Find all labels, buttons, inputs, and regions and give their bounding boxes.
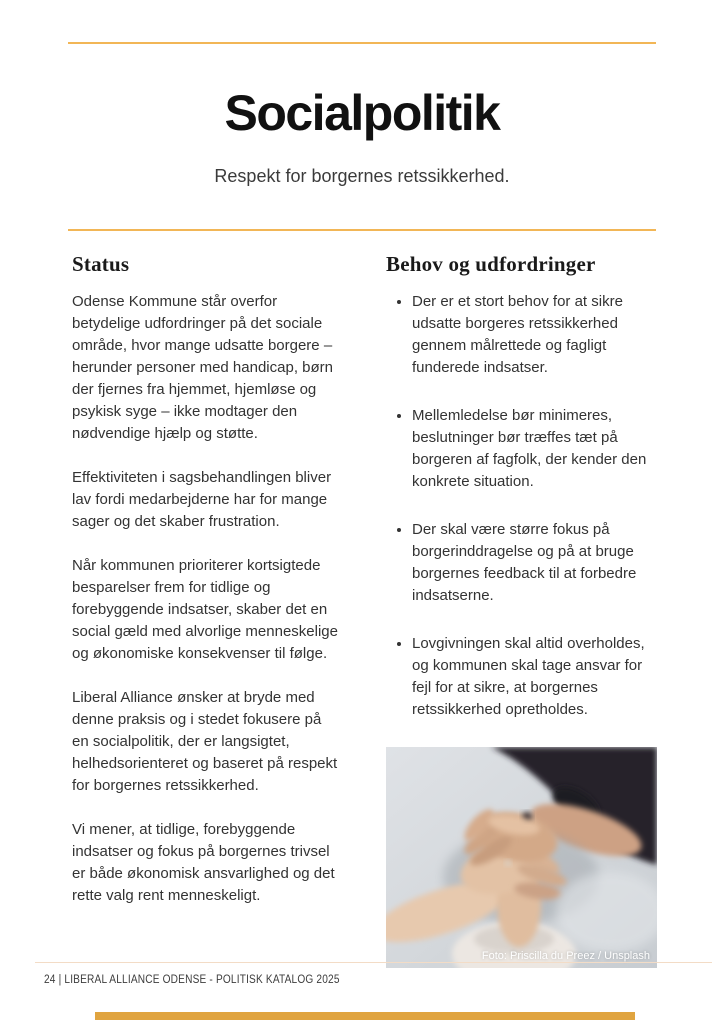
needs-heading: Behov og udfordringer — [386, 252, 596, 276]
needs-section — [386, 252, 657, 968]
bottom-accent-bar — [95, 1012, 635, 1020]
needs-bullet: • Mellemledelse bør minimeres, beslutninger bør træffes tæt på borgeren af fagfolk, der kender den konkrete situation. — [412, 405, 657, 493]
status-heading: Status — [72, 252, 130, 276]
hands-photo — [386, 747, 657, 968]
footer-divider — [35, 962, 712, 963]
hands-photo-illustration — [386, 747, 657, 968]
footer-page-info: 24 | LIBERAL ALLIANCE ODENSE - POLITISK KATALOG 2025 — [44, 974, 340, 986]
page-subtitle: Respekt for borgernes retssikkerhed. — [214, 166, 510, 186]
subtitle-divider — [68, 229, 656, 231]
needs-bullet: • Lovgivningen skal altid overholdes, og kommunen skal tage ansvar for fejl for at sikre, at borgernes retssikkerhed opretholdes. — [412, 633, 657, 721]
needs-bullet: • Der skal være større fokus på borgerinddragelse og på at bruge borgernes feedback til at forbedre indsatserne. — [412, 519, 657, 607]
status-paragraphs — [72, 291, 340, 907]
status-paragraph: Vi mener, at tidlige, forebyggende indsatser og fokus på borgernes trivsel er både økonomisk ansvarlighed og det rette valg rent menneskeligt. — [72, 821, 335, 904]
needs-bullet: • Der er et stort behov for at sikre udsatte borgeres retssikkerhed gennem målrettede og fagligt funderede indsatser. — [412, 291, 657, 379]
status-paragraph: Liberal Alliance ønsker at bryde med denne praksis og i stedet fokusere på en socialpolitik, der er langsigtet, helhedsorienteret og baseret på respekt for borgernes retssikkerhed. — [72, 689, 338, 794]
top-divider — [68, 42, 656, 44]
status-paragraph: Effektiviteten i sagsbehandlingen bliver lav fordi medarbejderne har for mange sager og det skaber frustration. — [72, 469, 332, 530]
content-columns — [72, 252, 658, 968]
status-paragraph: Odense Kommune står overfor betydelige udfordringer på det sociale område, hvor mange udsatte borgere – herunder personer med handicap, børn der fjernes fra hjemmet, hjemløse og psykisk syge – ikke modtager den nødvendige hjælp og støtte. — [72, 293, 333, 442]
status-paragraph: Når kommunen prioriterer kortsigtede besparelser frem for tidlige og forebyggende indsatser, skaber det en social gæld med alvorlige menneskelige og økonomiske konsekvenser til følge. — [72, 557, 338, 662]
photo-caption: Foto: Priscilla du Preez / Unsplash — [481, 950, 650, 962]
status-section — [72, 252, 340, 968]
needs-bullet-list — [386, 291, 657, 721]
page-title: Socialpolitik — [224, 85, 500, 141]
